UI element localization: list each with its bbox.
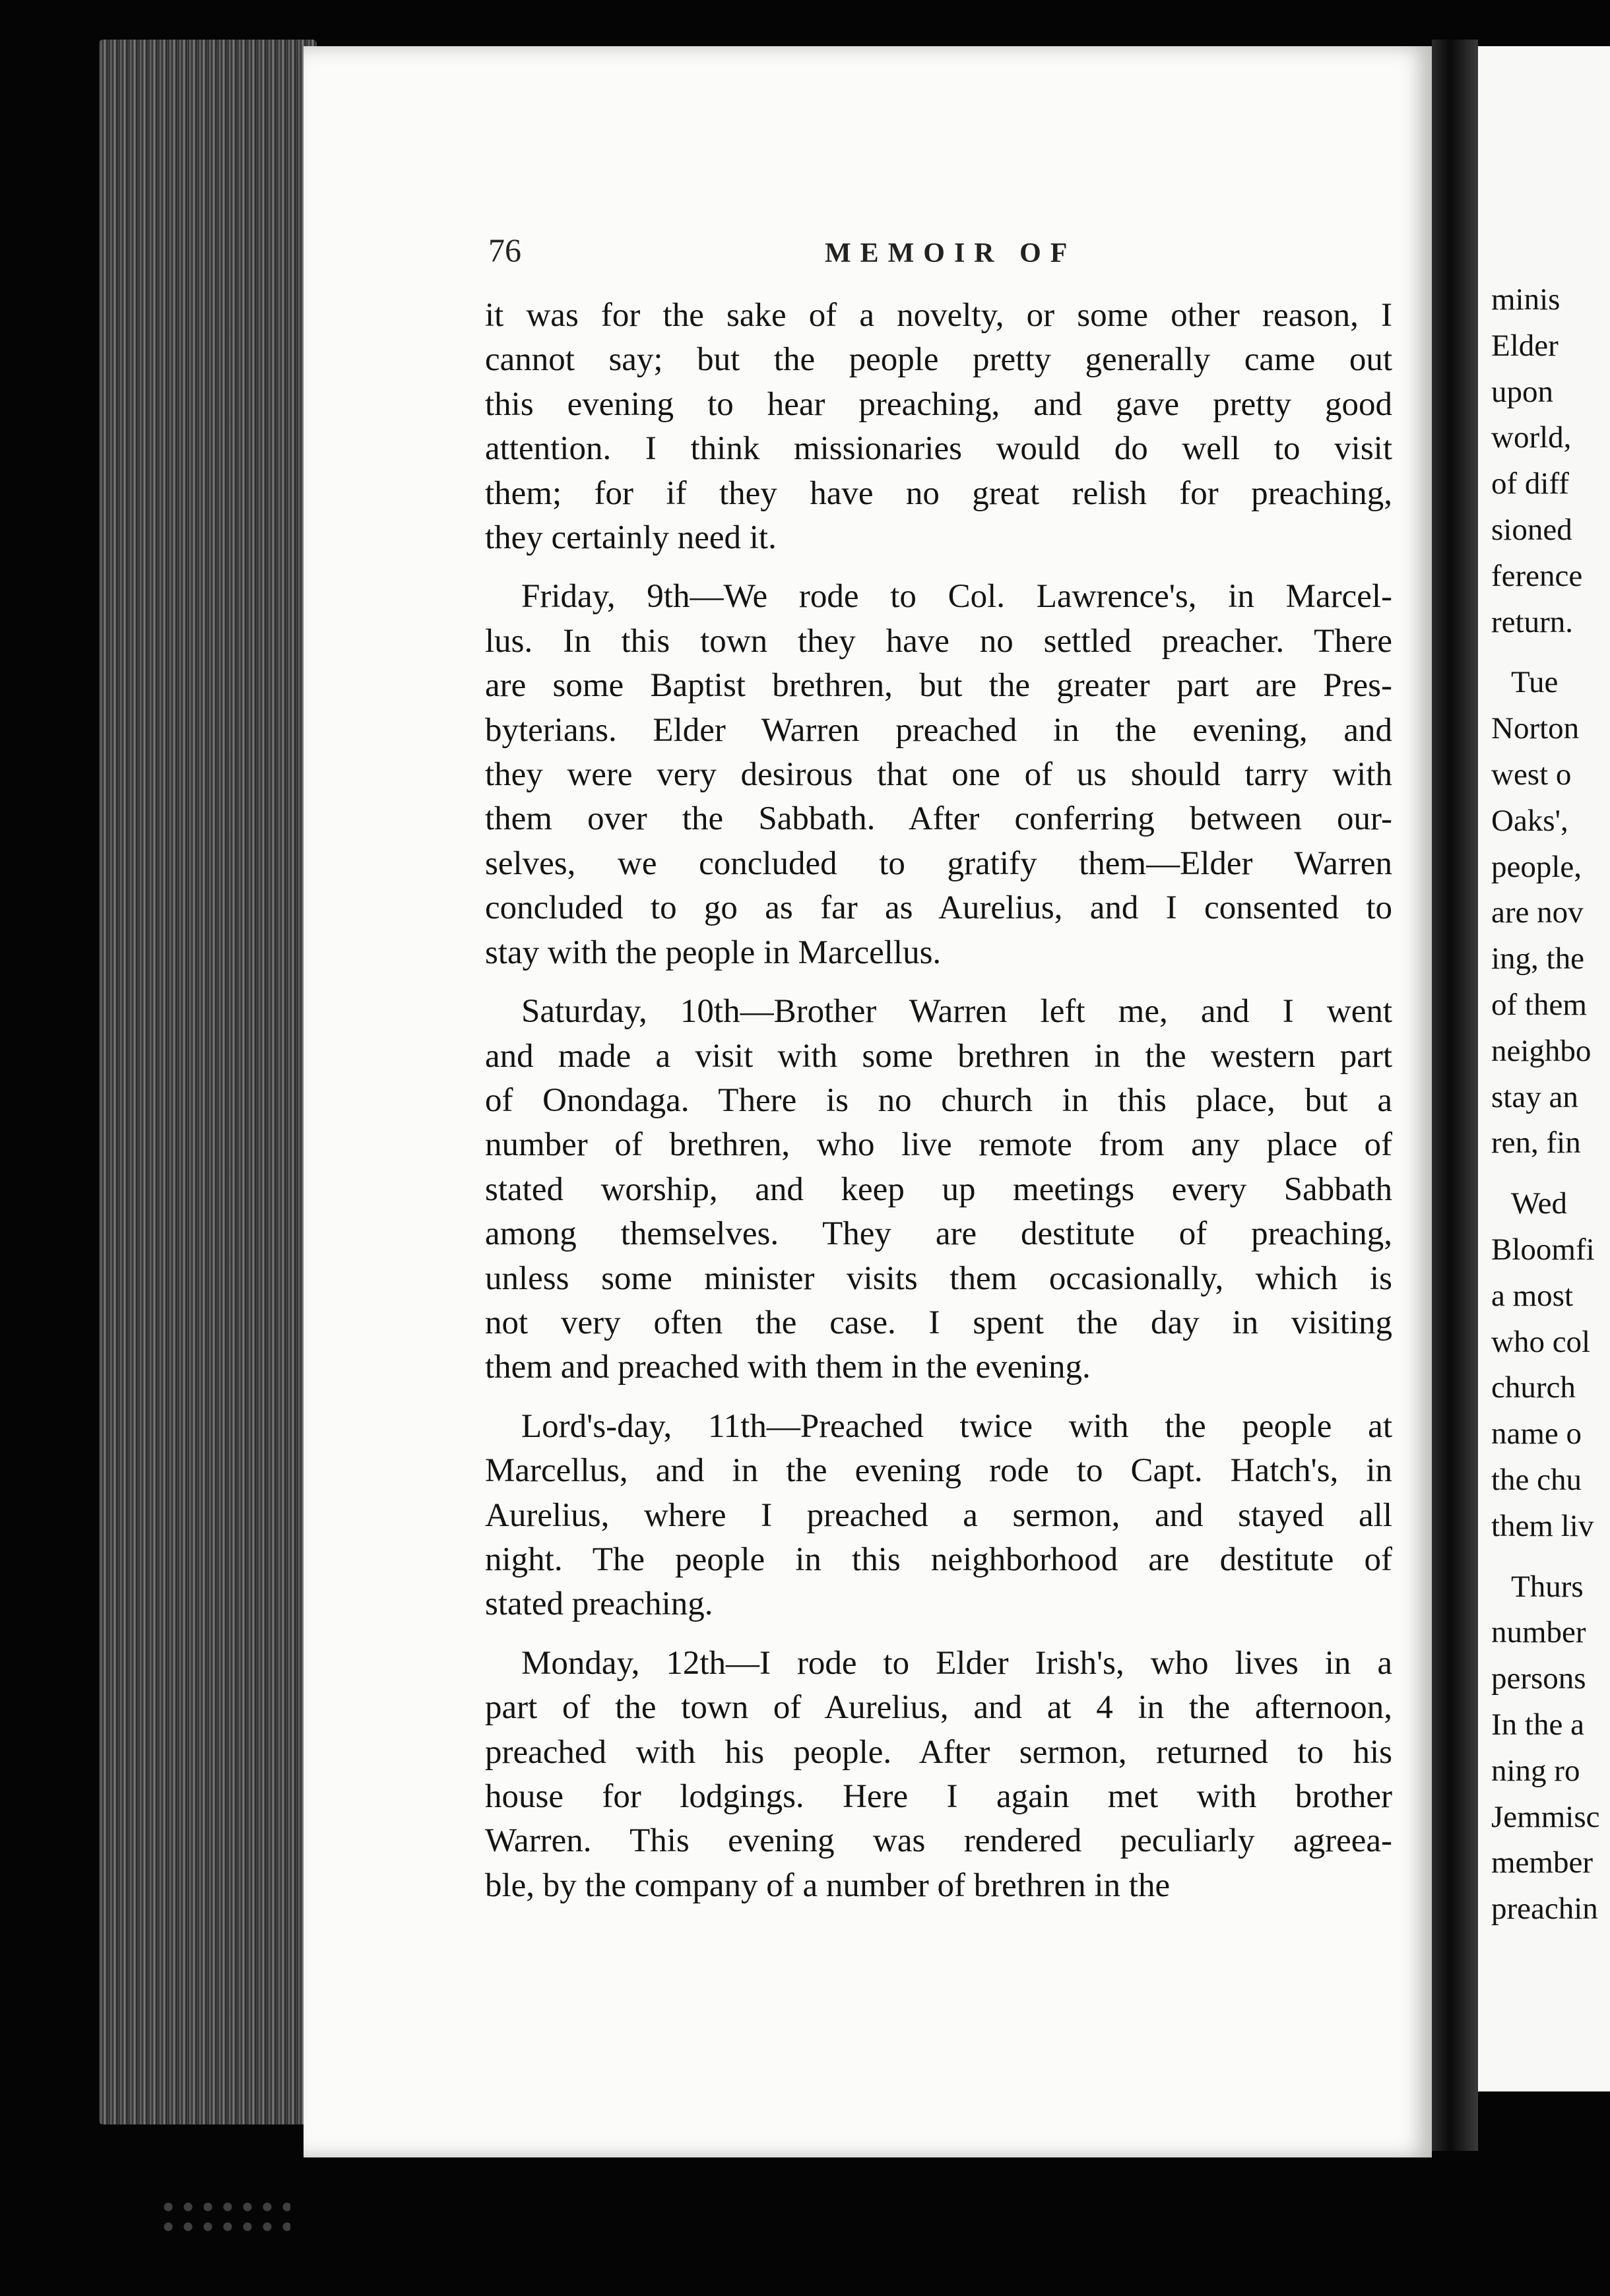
paragraph-gap — [1491, 1550, 1610, 1564]
text-line: part of the town of Aurelius, and at 4 in the afternoon, — [485, 1689, 1392, 1727]
text-line: attention. I think missionaries would do well to visit — [485, 430, 1392, 468]
text-line: Marcellus, and in the evening rode to Capt. Hatch's, in — [485, 1452, 1392, 1490]
text-line: Aurelius, where I preached a sermon, and stayed all — [485, 1496, 1392, 1534]
page-body-text — [485, 294, 1392, 1908]
text-line: Lord's-day, 11th—Preached twice with the people at — [521, 1407, 1392, 1445]
facing-text-line: preachin — [1491, 1892, 1598, 1927]
facing-text-line: stay an — [1491, 1079, 1578, 1114]
text-line: them over the Sabbath. After conferring between our- — [485, 800, 1392, 838]
text-line: concluded to go as far as Aurelius, and I consented to — [485, 889, 1392, 927]
text-line: house for lodgings. Here I again met with brother — [485, 1778, 1392, 1815]
book-gutter — [1432, 40, 1478, 2151]
facing-text-line: Tue — [1511, 665, 1559, 700]
facing-text-line: In the a — [1491, 1707, 1584, 1742]
facing-text-line: who col — [1491, 1324, 1591, 1359]
text-line: they certainly need it. — [485, 519, 777, 557]
facing-text-line: are nov — [1491, 895, 1584, 930]
text-line: lus. In this town they have no settled preacher. There — [485, 622, 1392, 660]
facing-text-line: Wed — [1511, 1186, 1567, 1221]
facing-text-line: name o — [1491, 1417, 1582, 1451]
facing-text-line: them liv — [1491, 1508, 1594, 1543]
text-line: they were very desirous that one of us should tarry with — [485, 756, 1392, 794]
facing-text-line: ference — [1491, 558, 1583, 593]
text-line: are some Baptist brethren, but the greater part are Pres- — [485, 667, 1392, 705]
facing-text-line: return. — [1491, 604, 1573, 639]
text-line: Warren. This evening was rendered peculiarly agreea- — [485, 1822, 1392, 1860]
facing-text-line: ning ro — [1491, 1753, 1580, 1788]
facing-text-line: the chu — [1491, 1462, 1582, 1497]
facing-text-line: ing, the — [1491, 941, 1584, 976]
facing-text-line: member — [1491, 1845, 1593, 1880]
text-line: them; for if they have no great relish for preaching, — [485, 474, 1392, 512]
text-line: Friday, 9th—We rode to Col. Lawrence's, in Marcel- — [521, 578, 1392, 616]
paragraph — [485, 294, 1392, 560]
running-head: MEMOIR OF — [825, 238, 1077, 269]
facing-text-line: number — [1491, 1615, 1586, 1650]
paragraph — [485, 575, 1392, 975]
text-line: byterians. Elder Warren preached in the evening, and — [485, 711, 1392, 749]
paragraph-gap — [1491, 1166, 1610, 1181]
text-line: stated preaching. — [485, 1585, 713, 1623]
facing-text-line: west o — [1491, 757, 1572, 792]
text-line: them and preached with them in the evening. — [485, 1349, 1091, 1386]
facing-text-line: church — [1491, 1370, 1576, 1405]
text-line: and made a visit with some brethren in the western part — [485, 1037, 1392, 1075]
facing-text-line: minis — [1491, 282, 1561, 317]
facing-text-line: of them — [1491, 987, 1587, 1022]
facing-text-line: Jemmisc — [1491, 1799, 1600, 1834]
text-line: cannot say; but the people pretty generally came out — [485, 341, 1392, 379]
facing-text-line: world, — [1491, 420, 1572, 455]
page-number: 76 — [488, 232, 521, 269]
text-line: among themselves. They are destitute of preaching, — [485, 1215, 1392, 1253]
facing-text-line: neighbo — [1491, 1033, 1592, 1068]
text-line: night. The people in this neighborhood are destitute of — [485, 1541, 1392, 1578]
text-line: number of brethren, who live remote from any place of — [485, 1126, 1392, 1164]
text-line: ble, by the company of a number of brethren in the — [485, 1866, 1171, 1904]
text-line: this evening to hear preaching, and gave pretty good — [485, 385, 1392, 423]
text-line: stated worship, and keep up meetings every Sabbath — [485, 1170, 1392, 1208]
text-line: preached with his people. After sermon, returned to his — [485, 1733, 1392, 1771]
facing-text-line: people, — [1491, 849, 1582, 884]
facing-text-line: persons — [1491, 1661, 1586, 1696]
text-line: unless some minister visits them occasionally, which is — [485, 1260, 1392, 1297]
book-page-edges — [99, 40, 317, 2124]
text-line: selves, we concluded to gratify them—Elder Warren — [485, 845, 1392, 882]
facing-text-line: upon — [1491, 374, 1553, 409]
paragraph — [485, 1642, 1392, 1908]
facing-text-line: Elder — [1491, 328, 1559, 363]
text-line: it was for the sake of a novelty, or some other reason, I — [485, 297, 1392, 334]
scan-speckle — [158, 2197, 290, 2237]
text-line: not very often the case. I spent the day in visiting — [485, 1304, 1392, 1341]
facing-text-line: of diff — [1491, 466, 1569, 501]
text-line: Monday, 12th—I rode to Elder Irish's, who lives in a — [521, 1644, 1392, 1682]
text-line: stay with the people in Marcellus. — [485, 934, 942, 971]
facing-text-line: a most — [1491, 1278, 1574, 1313]
facing-text-line: Thurs — [1511, 1569, 1584, 1604]
paragraph — [485, 990, 1392, 1390]
facing-text-line: Oaks', — [1491, 803, 1568, 838]
facing-page-text — [1491, 277, 1610, 1932]
facing-text-line: sioned — [1491, 512, 1572, 547]
paragraph — [485, 1405, 1392, 1627]
paragraph-gap — [1491, 645, 1610, 660]
text-line: Saturday, 10th—Brother Warren left me, and I went — [521, 993, 1392, 1031]
text-line: of Onondaga. There is no church in this place, but a — [485, 1081, 1392, 1119]
facing-text-line: Norton — [1491, 711, 1580, 746]
facing-text-line: ren, fin — [1491, 1126, 1581, 1161]
facing-text-line: Bloomfi — [1491, 1232, 1595, 1267]
